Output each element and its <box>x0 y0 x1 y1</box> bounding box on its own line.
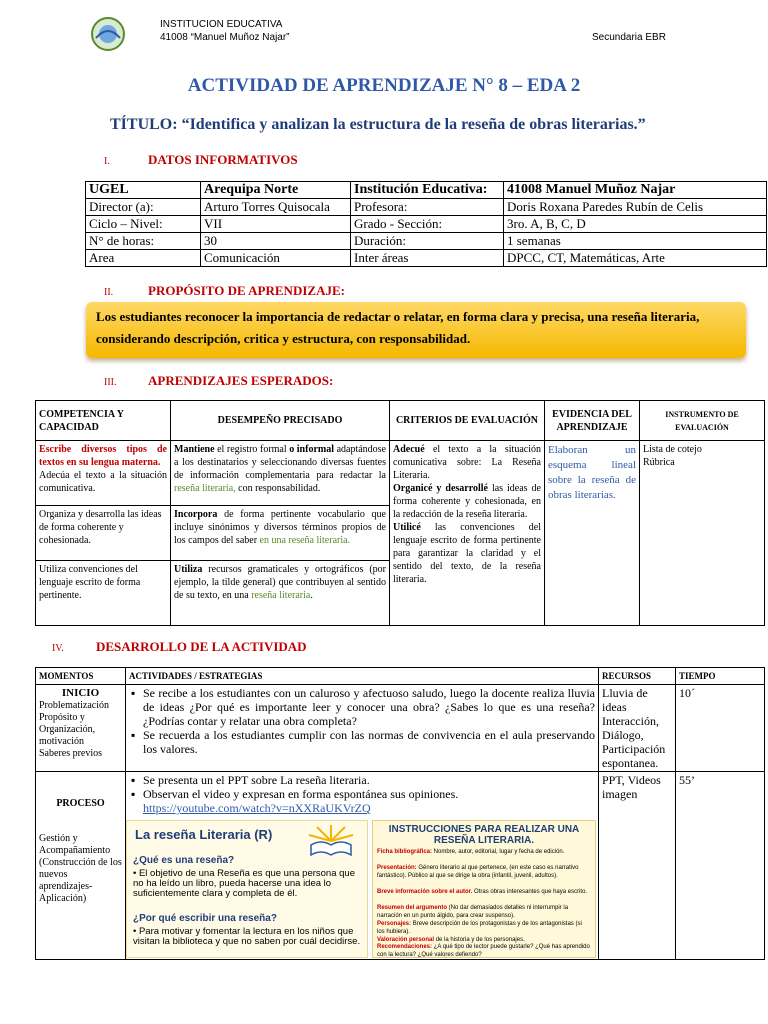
desempeno-cell <box>171 506 390 561</box>
table-cell: Grado - Sección: <box>351 216 504 233</box>
datos-table <box>85 181 767 267</box>
bold-text: Utilicé <box>393 522 421 533</box>
slide-text: Para motivar y fomentar la lectura en los niños que visitan la biblioteca y que no saben por cuál decidirse. <box>133 926 361 947</box>
open-book-icon <box>303 823 359 857</box>
text: adaptándose a los destinatarios y seleccionando diversas fuentes de información complementaria para redactar la <box>174 444 386 481</box>
school-type: INSTITUCION EDUCATIVA <box>160 19 283 30</box>
slide-title: INSTRUCCIONES PARA REALIZAR UNA RESEÑA LITERARIA. <box>388 824 580 846</box>
text: las ideas de forma coherente y cohesionada, en la redacción de la reseña literaria. <box>393 483 541 520</box>
list-item: ▪ Se presenta un el PPT sobre La reseña literaria. <box>143 773 595 787</box>
column-header: TIEMPO <box>676 668 765 685</box>
table-cell: Inter áreas <box>351 250 504 267</box>
bold-text: Organicé y desarrollé <box>393 483 488 494</box>
column-header: INSTRUMENTO DE EVALUACIÓN <box>640 401 765 441</box>
table-row <box>86 233 767 250</box>
section-number: IV. <box>52 643 64 654</box>
competencia-cell <box>36 441 171 506</box>
text: . <box>310 590 313 601</box>
section-number: III. <box>104 377 117 388</box>
instruction-item <box>377 905 591 920</box>
proposito-box: Los estudiantes reconocer la importancia de redactar o relatar, en forma clara y precisa, una reseña literaria, considerando descripción, critica y estructura, con responsabilidad. <box>86 302 746 358</box>
text: con responsabilidad. <box>235 483 321 494</box>
document-subtitle: TÍTULO: “Identifica y analizan la estructura de la reseña de obras literarias.” <box>110 116 646 133</box>
column-header: ACTIVIDADES / ESTRATEGIAS <box>126 668 599 685</box>
table-row <box>86 199 767 216</box>
instruction-text: Género literario al que pertenece, (en este caso es narrativo fantástico). Público al que se dirige la obra (infantil, juvenil, adultos). <box>377 865 579 879</box>
tiempo-cell: 10´ <box>676 685 765 772</box>
capacidad-cell: Utiliza convenciones del lenguaje escrito de forma pertinente. <box>36 561 171 626</box>
instruction-text: (No dar demasiados detalles ni interrumpir la narración en un punto álgido, para crear suspenso). <box>377 905 569 919</box>
evidencia-cell: Elaboran un esquema lineal sobre la reseña de obras literarias. <box>545 441 640 626</box>
slide-title: La reseña Literaria (R) <box>135 827 273 842</box>
column-header: RECURSOS <box>599 668 676 685</box>
actividades-inicio-cell <box>126 685 599 772</box>
recursos-cell: Lluvia de ideas Interacción, Diálogo, Participación espontanea. <box>599 685 676 772</box>
recursos-cell: PPT, Videos imagen <box>599 772 676 960</box>
instruction-label: Breve información sobre el autor. <box>377 889 473 895</box>
text: el texto a la situación comunicativa sobre: La Reseña Literaria. <box>393 444 541 481</box>
instruction-item <box>377 865 591 880</box>
table-cell: 3ro. A, B, C, D <box>504 216 767 233</box>
column-header: CRITERIOS DE EVALUACIÓN <box>390 401 545 441</box>
instruction-text: Nombre, autor, editorial, lugar y fecha de edición. <box>432 849 565 855</box>
table-cell: 30 <box>201 233 351 250</box>
momento-sub: Gestión y Acompañamiento (Construcción de los nuevos aprendizajes- Aplicación) <box>39 833 122 904</box>
competencia-title: Escribe diversos tipos de textos en su lengua materna. <box>39 444 167 468</box>
section-desarrollo-heading <box>52 638 307 656</box>
instruction-label: Resumen del argumento <box>377 905 448 911</box>
text: de forma pertinente vocabulario que incluye sinónimos y diversos términos propios de los campos del saber <box>174 509 386 546</box>
section-datos-heading <box>104 151 298 169</box>
table-row <box>86 250 767 267</box>
table-cell: Profesora: <box>351 199 504 216</box>
section-label: PROPÓSITO DE APRENDIZAJE: <box>148 283 345 298</box>
column-header: COMPETENCIA Y CAPACIDAD <box>36 401 171 441</box>
momento-title: PROCESO <box>56 798 105 809</box>
section-proposito-heading <box>104 282 345 300</box>
highlight-text: en una reseña literaria. <box>259 535 351 546</box>
instrumento: Lista de cotejo <box>643 444 702 455</box>
table-row <box>36 441 765 506</box>
instruction-item <box>377 921 591 936</box>
school-header <box>160 18 290 44</box>
text: recursos gramaticales y ortográficos (por ejemplo, la tilde general) que contribuyen al sentido de su texto, en una <box>174 564 386 601</box>
section-number: I. <box>104 156 110 167</box>
bold-text: Incorpora <box>174 509 218 520</box>
section-label: DESARROLLO DE LA ACTIVIDAD <box>96 639 307 654</box>
table-cell: Director (a): <box>86 199 201 216</box>
instruction-label: Valoración personal <box>377 937 435 943</box>
list-item-text: Observan el video y expresan en forma espontánea sus opiniones. <box>143 787 459 801</box>
column-header: EVIDENCIA DEL APRENDIZAJE <box>545 401 640 441</box>
section-number: II. <box>104 287 114 298</box>
momento-sub: Propósito y Organización, <box>39 712 96 735</box>
highlight-text: reseña literaria <box>251 590 311 601</box>
document-title: ACTIVIDAD DE APRENDIZAJE N° 8 – EDA 2 <box>187 75 581 96</box>
table-cell: Arturo Torres Quisocala <box>201 199 351 216</box>
table-cell: Duración: <box>351 233 504 250</box>
table-cell: VII <box>201 216 351 233</box>
momento-title: INICIO <box>61 687 100 699</box>
criterios-cell <box>390 441 545 626</box>
slide-instrucciones <box>372 820 596 958</box>
instruction-item <box>377 944 591 958</box>
column-header: DESEMPEÑO PRECISADO <box>171 401 390 441</box>
momento-sub: Saberes previos <box>39 748 103 759</box>
slide-paragraph: • El objetivo de una Reseña es que una persona que no ha leído un libro, pueda hacerse una idea lo suficientemente clara y completa de él. <box>133 868 355 899</box>
table-row <box>36 685 765 772</box>
column-header: MOMENTOS <box>36 668 126 685</box>
desempeno-cell <box>171 441 390 506</box>
section-label: APRENDIZAJES ESPERADOS: <box>148 373 334 388</box>
table-row <box>86 216 767 233</box>
table-cell: UGEL <box>86 182 201 199</box>
instruction-label: Ficha bibliográfica: <box>377 849 433 855</box>
instruction-text: ¿A qué tipo de lector puede gustarle? ¿Qué has aprendido con la lectura? ¿Qué valores defiendo? <box>377 944 590 958</box>
momento-sub: Problematización <box>39 700 109 711</box>
list-item: ▪ Se recuerda a los estudiantes cumplir con las normas de convivencia en el aula preservando los valores. <box>143 728 595 756</box>
instruction-label: Presentación: <box>377 865 417 871</box>
video-link[interactable]: https://youtube.com/watch?v=nXXRaUKVrZQ <box>143 801 371 815</box>
instruction-label: Recomendaciones: <box>377 944 433 950</box>
section-aprendizajes-heading <box>104 372 333 390</box>
list-item: ▪ Se recibe a los estudiantes con un caluroso y afectuoso saludo, luego la docente realiza lluvia de ideas ¿Por qué es importante leer y conocer una obra? ¿Sabes lo que es una reseña? ¿Podrías contar y relatar una obra completa? <box>143 686 595 728</box>
slide-resena-literaria <box>126 820 368 958</box>
instruction-text: Breve descripción de los protagonistas y de los antagonistas (si los hubiera). <box>377 921 582 935</box>
table-cell: Arequipa Norte <box>201 182 351 199</box>
highlight-text: reseña literaria, <box>174 483 236 494</box>
bold-text: o informal <box>289 444 334 455</box>
school-logo <box>90 16 126 52</box>
table-cell: Institución Educativa: <box>351 182 504 199</box>
momento-proceso-cell <box>36 772 126 960</box>
bold-text: Mantiene <box>174 444 215 455</box>
education-level: Secundaria EBR <box>592 32 666 43</box>
momento-sub: motivación <box>39 736 84 747</box>
table-cell: Comunicación <box>201 250 351 267</box>
slide-text: El objetivo de una Reseña es que una persona que no ha leído un libro, pueda hacerse una idea lo suficientemente clara y completa de él. <box>133 868 355 899</box>
table-row <box>86 182 767 199</box>
slide-paragraph: • Para motivar y fomentar la lectura en los niños que visitan la biblioteca y que no saben por cuál decidirse. <box>133 926 361 947</box>
table-header-row <box>36 401 765 441</box>
desempeno-cell <box>171 561 390 626</box>
table-cell: Doris Roxana Paredes Rubín de Celis <box>504 199 767 216</box>
tiempo-cell: 55’ <box>676 772 765 960</box>
text: las convenciones del lenguaje escrito de forma pertinente para garantizar la claridad y el sentido del texto, de la reseña literaria. <box>393 522 541 585</box>
table-header-row <box>36 668 765 685</box>
table-cell: 1 semanas <box>504 233 767 250</box>
capacidad-cell: Organiza y desarrolla las ideas de forma coherente y cohesionada. <box>36 506 171 561</box>
table-cell: Area <box>86 250 201 267</box>
table-cell: N° de horas: <box>86 233 201 250</box>
list-item <box>143 787 595 815</box>
school-name: 41008 “Manuel Muñoz Najar” <box>160 32 290 43</box>
section-label: DATOS INFORMATIVOS <box>148 152 298 167</box>
instruction-text: Otras obras interesantes que haya escrito. <box>472 889 588 895</box>
bold-text: Utiliza <box>174 564 203 575</box>
table-cell: DPCC, CT, Matemáticas, Arte <box>504 250 767 267</box>
table-cell: Ciclo – Nivel: <box>86 216 201 233</box>
table-cell: 41008 Manuel Muñoz Najar <box>504 182 767 199</box>
instruction-item <box>377 849 591 857</box>
slide-question: ¿Por qué escribir una reseña? <box>133 913 277 924</box>
instrumento: Rúbrica <box>643 457 675 468</box>
momento-inicio-cell <box>36 685 126 772</box>
instrumento-cell <box>640 441 765 626</box>
bold-text: Adecué <box>393 444 425 455</box>
slide-question: ¿Qué es una reseña? <box>133 855 235 866</box>
instruction-item <box>377 889 591 897</box>
instruction-text: de la historia y de los personajes. <box>434 937 525 943</box>
capacidad: Adecúa el texto a la situación comunicativa. <box>39 470 167 494</box>
aprendizajes-table <box>35 400 765 626</box>
instruction-label: Personajes: <box>377 921 412 927</box>
text: el registro formal <box>214 444 290 455</box>
